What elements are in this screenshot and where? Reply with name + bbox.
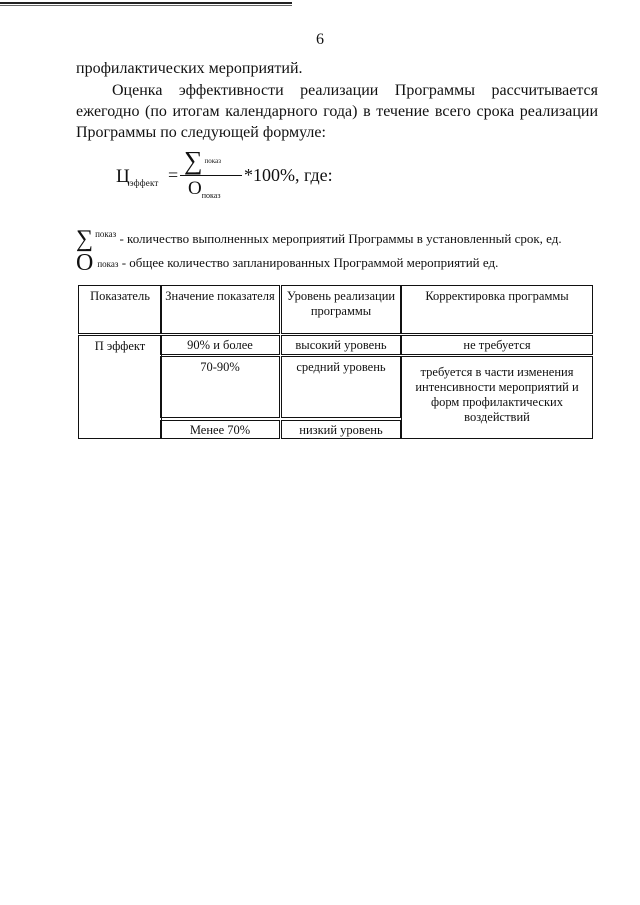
- row-3-value: Менее 70%: [160, 420, 280, 439]
- formula-left: [116, 166, 159, 188]
- formula-denominator-symbol: О: [188, 178, 202, 199]
- formula-sigma-symbol: ∑: [184, 146, 203, 175]
- top-rule: [0, 2, 292, 4]
- formula-tail: *100%, где:: [244, 165, 333, 185]
- paragraph-2: Оценка эффективности реализации Программы рассчитывается ежегодно (по итогам календарного года) в течение всего срока реализации Программы по следующей формуле:: [76, 82, 598, 141]
- row-1-level: высокий уровень: [281, 335, 401, 355]
- formula-equals: =: [168, 165, 179, 185]
- formula-left-symbol: Ц: [116, 166, 130, 187]
- legend-total-subscript: показ: [97, 259, 119, 269]
- formula-left-subscript: эффект: [129, 178, 159, 188]
- legend-total-text: - общее количество запланированных Программой мероприятий ед.: [118, 255, 499, 270]
- formula-denominator-subscript: показ: [201, 191, 221, 200]
- header-correction: Корректировка программы: [401, 285, 593, 334]
- row-1-value: 90% и более: [160, 335, 280, 355]
- o-symbol: О: [76, 250, 94, 276]
- header-value: Значение показателя: [160, 285, 280, 334]
- formula-denominator: [188, 178, 221, 200]
- formula-fraction-bar: [180, 175, 242, 176]
- row-3-level: низкий уровень: [281, 420, 401, 439]
- efficiency-formula: [116, 148, 446, 206]
- legend-total: [76, 250, 498, 277]
- paragraph-1: профилактических мероприятий.: [76, 60, 303, 77]
- legend-sum-subscript: показ: [95, 229, 117, 239]
- sigma-symbol: ∑: [76, 226, 94, 252]
- legend-sum-text: - количество выполненных мероприятий Программы в установленный срок, ед.: [116, 231, 562, 246]
- row-2-correction: требуется в части изменения интенсивности мероприятий и форм профилактических воздействий: [401, 356, 593, 439]
- top-rule-thin: [0, 5, 292, 6]
- indicator-cell: П эффект: [78, 335, 162, 439]
- header-indicator: Показатель: [78, 285, 162, 334]
- formula-numerator-subscript: показ: [204, 157, 221, 165]
- row-2-level: средний уровень: [281, 356, 401, 418]
- row-2-value: 70-90%: [160, 356, 280, 418]
- row-1-correction: не требуется: [401, 335, 593, 355]
- legend-sum: [76, 226, 562, 253]
- page-number: 6: [316, 31, 324, 48]
- header-level: Уровень реализации программы: [281, 285, 401, 334]
